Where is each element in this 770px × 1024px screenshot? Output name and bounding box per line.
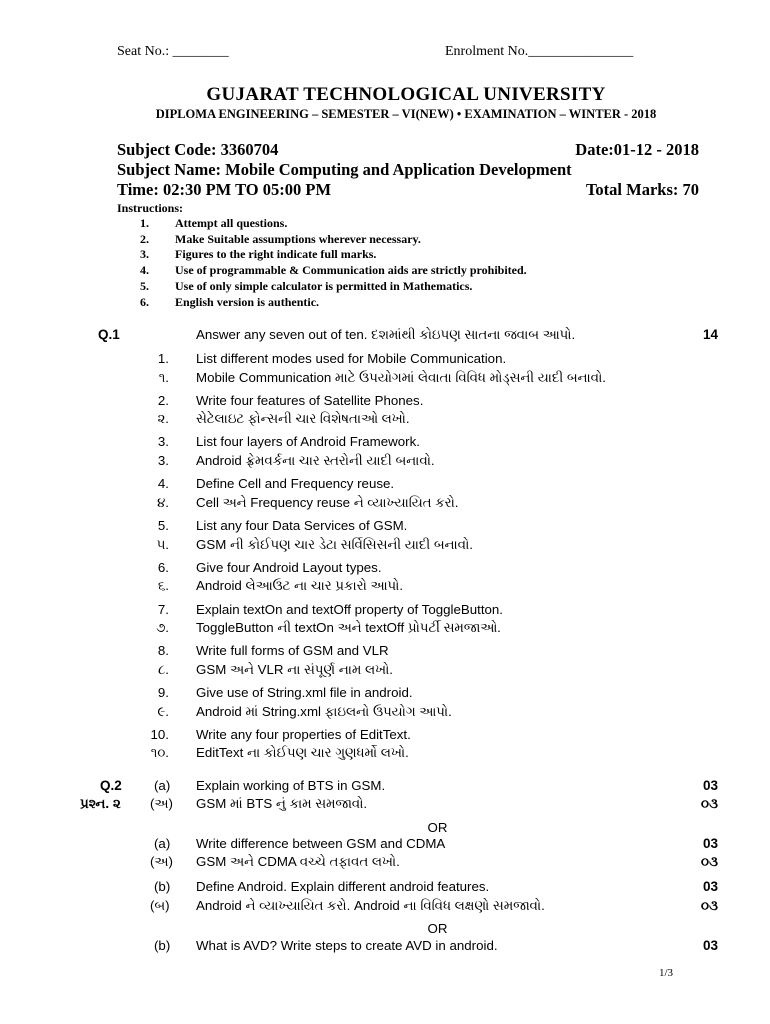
instruction-number: 2. — [140, 232, 149, 246]
instruction-text: Figures to the right indicate full marks. — [175, 247, 377, 261]
part-text-english: Write difference between GSM and CDMA — [196, 836, 446, 851]
item-text-english: Give four Android Layout types. — [196, 560, 382, 575]
item-number-gujarati: ૧. — [158, 370, 169, 385]
part-marks-gujarati: ૦૩ — [700, 796, 718, 811]
item-text-english: Write four features of Satellite Phones. — [196, 393, 424, 408]
item-number: 2. — [157, 393, 169, 408]
item-number: 4. — [157, 476, 169, 491]
item-number-gujarati: 3. — [157, 453, 169, 468]
item-number: 3. — [157, 434, 169, 449]
instructions-heading: Instructions: — [117, 201, 184, 215]
question-label: Q.2 — [100, 778, 122, 793]
instruction-text: Use of only simple calculator is permitted in Mathematics. — [175, 279, 473, 293]
item-number: 9. — [157, 685, 169, 700]
university-title: GUJARAT TECHNOLOGICAL UNIVERSITY — [206, 84, 606, 105]
item-text-english: Define Cell and Frequency reuse. — [196, 476, 395, 491]
exam-time: Time: 02:30 PM TO 05:00 PM — [117, 180, 332, 199]
item-text-gujarati: GSM અને VLR ના સંપૂર્ણ નામ લખો. — [196, 662, 393, 677]
question-marks: 14 — [702, 327, 718, 342]
part-text-gujarati: Android ને વ્યાખ્યાયિત કરો. Android ના વિવિધ લક્ષણો સમજાવો. — [196, 898, 545, 913]
item-text-english: List any four Data Services of GSM. — [196, 518, 408, 533]
subject-code: Subject Code: 3360704 — [117, 140, 279, 159]
item-number-gujarati: ૮. — [157, 662, 169, 677]
instruction-number: 4. — [140, 263, 149, 277]
item-text-gujarati: સેટેલાઇટ ફોન્સની ચાર વિશેષતાઓ લખો. — [196, 411, 410, 426]
item-number-gujarati: ૧૦. — [150, 745, 169, 760]
part-label-gujarati: (અ) — [150, 854, 173, 869]
part-text-english: What is AVD? Write steps to create AVD in android. — [196, 938, 498, 953]
page-number: 1/3 — [658, 967, 673, 979]
exam-date: Date:01-12 - 2018 — [575, 140, 699, 159]
question-text: Answer any seven out of ten. દશમાંથી કોઇપણ સાતના જવાબ આપો. — [196, 327, 576, 342]
exam-subtitle: DIPLOMA ENGINEERING – SEMESTER – VI(NEW) • EXAMINATION – WINTER - 2018 — [155, 107, 657, 121]
part-label: (a) — [154, 778, 171, 793]
item-text-gujarati: EditText ના કોઈપણ ચાર ગુણધર્મો લખો. — [196, 745, 409, 760]
instruction-text: English version is authentic. — [175, 295, 320, 309]
item-number-gujarati: ૯. — [157, 704, 169, 719]
item-text-english: Give use of String.xml file in android. — [196, 685, 413, 700]
part-text-gujarati: GSM માં BTS નું કામ સમજાવો. — [196, 796, 368, 811]
part-marks-gujarati: ૦૩ — [700, 854, 718, 869]
instruction-number: 5. — [140, 279, 149, 293]
item-text-gujarati: ToggleButton ની textOn અને textOff પ્રોપર્ટી સમજાઓ. — [196, 620, 501, 635]
instruction-text: Attempt all questions. — [175, 216, 288, 230]
instruction-text: Use of programmable & Communication aids are strictly prohibited. — [175, 263, 527, 277]
item-number: 8. — [157, 643, 169, 658]
part-text-english: Define Android. Explain different android features. — [196, 879, 490, 894]
item-text-english: Explain textOn and textOff property of ToggleButton. — [196, 602, 504, 617]
enrolment-number-field: Enrolment No._______________ — [445, 44, 634, 59]
item-number-gujarati: ૨. — [157, 411, 169, 426]
instruction-number: 1. — [140, 216, 149, 230]
question-label: Q.1 — [98, 327, 120, 342]
item-number: 5. — [157, 518, 169, 533]
instruction-number: 3. — [140, 247, 149, 261]
item-number: 6. — [157, 560, 169, 575]
item-number-gujarati: ૪. — [157, 495, 169, 510]
item-number: 7. — [157, 602, 169, 617]
part-label-gujarati: (અ) — [150, 796, 173, 811]
total-marks: Total Marks: 70 — [585, 180, 699, 199]
item-text-english: List different modes used for Mobile Communication. — [196, 351, 507, 366]
part-marks: 03 — [702, 879, 718, 894]
instruction-number: 6. — [140, 295, 149, 309]
part-text-english: Explain working of BTS in GSM. — [196, 778, 386, 793]
item-text-gujarati: Android માં String.xml ફાઇલનો ઉપયોગ આપો. — [196, 704, 452, 719]
part-label-gujarati: (બ) — [150, 898, 170, 913]
part-text-gujarati: GSM અને CDMA વચ્ચે તફાવત લખો. — [196, 854, 400, 869]
part-label: (b) — [154, 938, 171, 953]
item-text-gujarati: Cell અને Frequency reuse ને વ્યાખ્યાયિત કરો. — [196, 495, 459, 510]
item-number-gujarati: ૬. — [157, 578, 169, 593]
item-text-gujarati: Android લેઆઉટ ના ચાર પ્રકારો આપો. — [196, 578, 404, 593]
item-text-gujarati: Android ફ્રેમવર્કના ચાર સ્તરોની યાદી બનાવો. — [196, 453, 435, 468]
item-text-english: Write any four properties of EditText. — [196, 727, 411, 742]
subject-name: Subject Name: Mobile Computing and Application Development — [117, 160, 572, 179]
part-marks: 03 — [702, 938, 718, 953]
item-number: 10. — [150, 727, 169, 742]
item-text-english: Write full forms of GSM and VLR — [196, 643, 389, 658]
part-marks: 03 — [702, 778, 718, 793]
item-number-gujarati: ૭. — [156, 620, 169, 635]
item-number: 1. — [157, 351, 169, 366]
part-label: (b) — [154, 879, 171, 894]
question-label-gujarati: પ્રશ્ન. ૨ — [80, 796, 121, 811]
or-separator: OR — [427, 921, 448, 936]
or-separator: OR — [427, 820, 448, 835]
instruction-text: Make Suitable assumptions wherever necessary. — [175, 232, 421, 246]
part-marks: 03 — [702, 836, 718, 851]
item-text-gujarati: GSM ની કોઈપણ ચાર ડેટા સર્વિસિસની યાદી બનાવો. — [196, 537, 473, 552]
seat-number-field: Seat No.: ________ — [117, 44, 229, 59]
item-text-english: List four layers of Android Framework. — [196, 434, 420, 449]
item-number-gujarati: ૫. — [156, 537, 169, 552]
item-text-gujarati: Mobile Communication માટે ઉપયોગમાં લેવાતા વિવિધ મોડ્સની યાદી બનાવો. — [196, 370, 606, 385]
part-label: (a) — [154, 836, 171, 851]
part-marks-gujarati: ૦૩ — [700, 898, 718, 913]
